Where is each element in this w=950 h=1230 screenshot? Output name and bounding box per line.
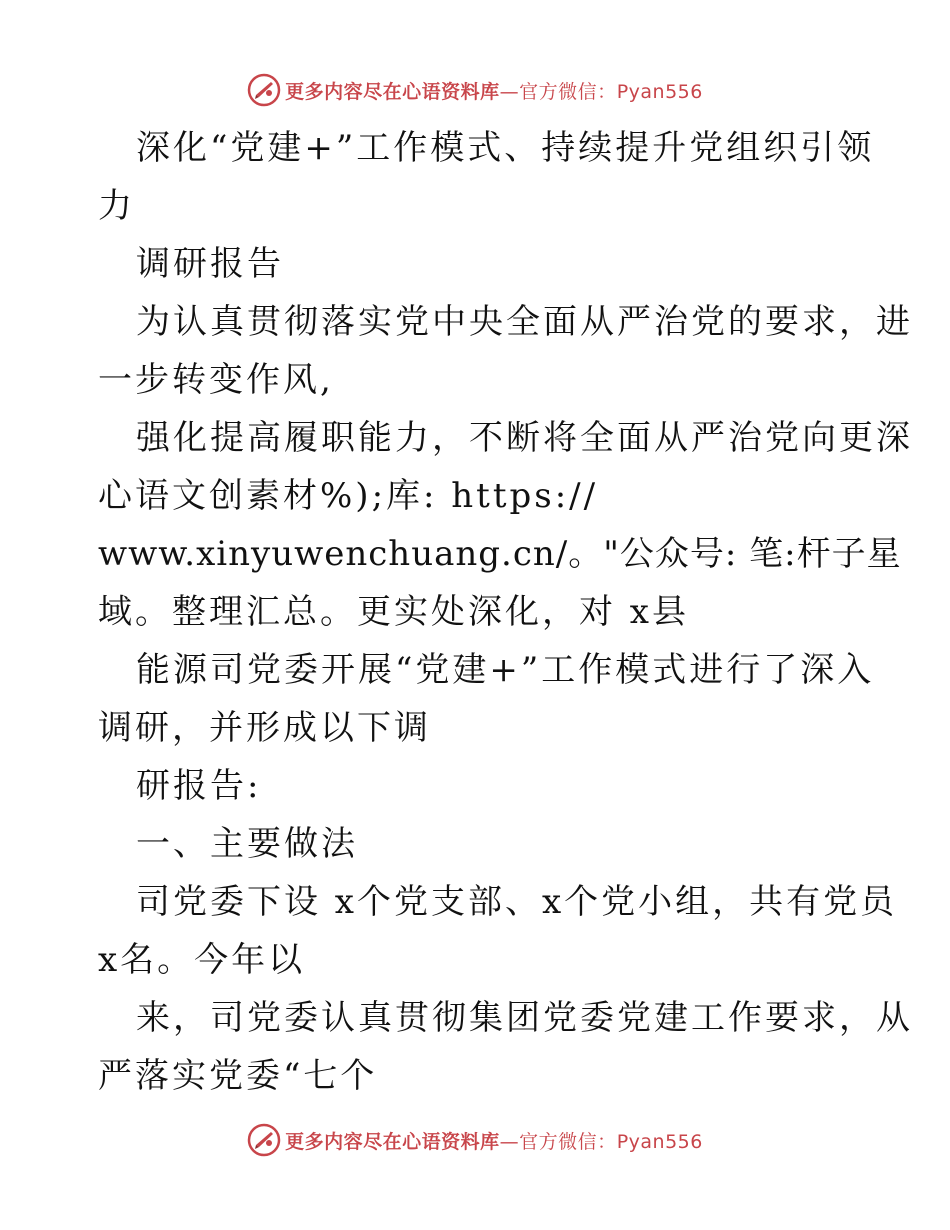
text-line-4: 为认真贯彻落实党中央全面从严治党的要求，进 (136, 302, 913, 342)
text-line-12: 研报告: (136, 766, 262, 806)
watermark-wechat-id: Pyan556 (616, 80, 703, 103)
logo-icon (247, 1123, 281, 1157)
watermark-dash: — (499, 80, 520, 103)
text-line-13: 一、主要做法 (136, 824, 358, 864)
text-line-9: 域。整理汇总。更实处深化，对 x县 (98, 592, 689, 632)
watermark-banner-bottom (0, 1120, 950, 1160)
text-line-10: 能源司党委开展“党建+”工作模式进行了深入 (136, 650, 875, 690)
text-line-17: 严落实党委“七个 (98, 1056, 378, 1096)
watermark-site: 更多内容尽在心语资料库 (285, 1130, 500, 1153)
text-line-16: 来，司党委认真贯彻集团党委党建工作要求，从 (136, 998, 913, 1038)
text-line-3: 调研报告 (136, 244, 284, 284)
text-line-8: www.xinyuwenchuang.cn/。"公众号: 笔:杆子星 (98, 534, 902, 574)
watermark-wechat-id: Pyan556 (616, 1130, 703, 1153)
watermark-site: 更多内容尽在心语资料库 (285, 80, 500, 103)
text-line-1: 深化“党建+”工作模式、持续提升党组织引领 (136, 128, 875, 168)
watermark-banner-top (0, 70, 950, 110)
watermark-dash: — (499, 1130, 520, 1153)
text-line-7: 心语文创素材%);库: https:// (98, 476, 599, 516)
text-line-14: 司党委下设 x个党支部、x个党小组，共有党员 (136, 882, 898, 922)
watermark-official-label: 官方微信： (519, 80, 617, 103)
text-line-15: x名。今年以 (98, 940, 306, 980)
text-line-11: 调研，并形成以下调 (98, 708, 431, 748)
watermark-official-label: 官方微信： (519, 1130, 617, 1153)
text-line-5: 一步转变作风, (98, 360, 334, 400)
watermark-text (285, 1127, 703, 1154)
text-line-2: 力 (98, 186, 135, 226)
text-line-6: 强化提高履职能力，不断将全面从严治党向更深 (136, 418, 913, 458)
watermark-text (285, 77, 703, 104)
logo-icon (247, 73, 281, 107)
